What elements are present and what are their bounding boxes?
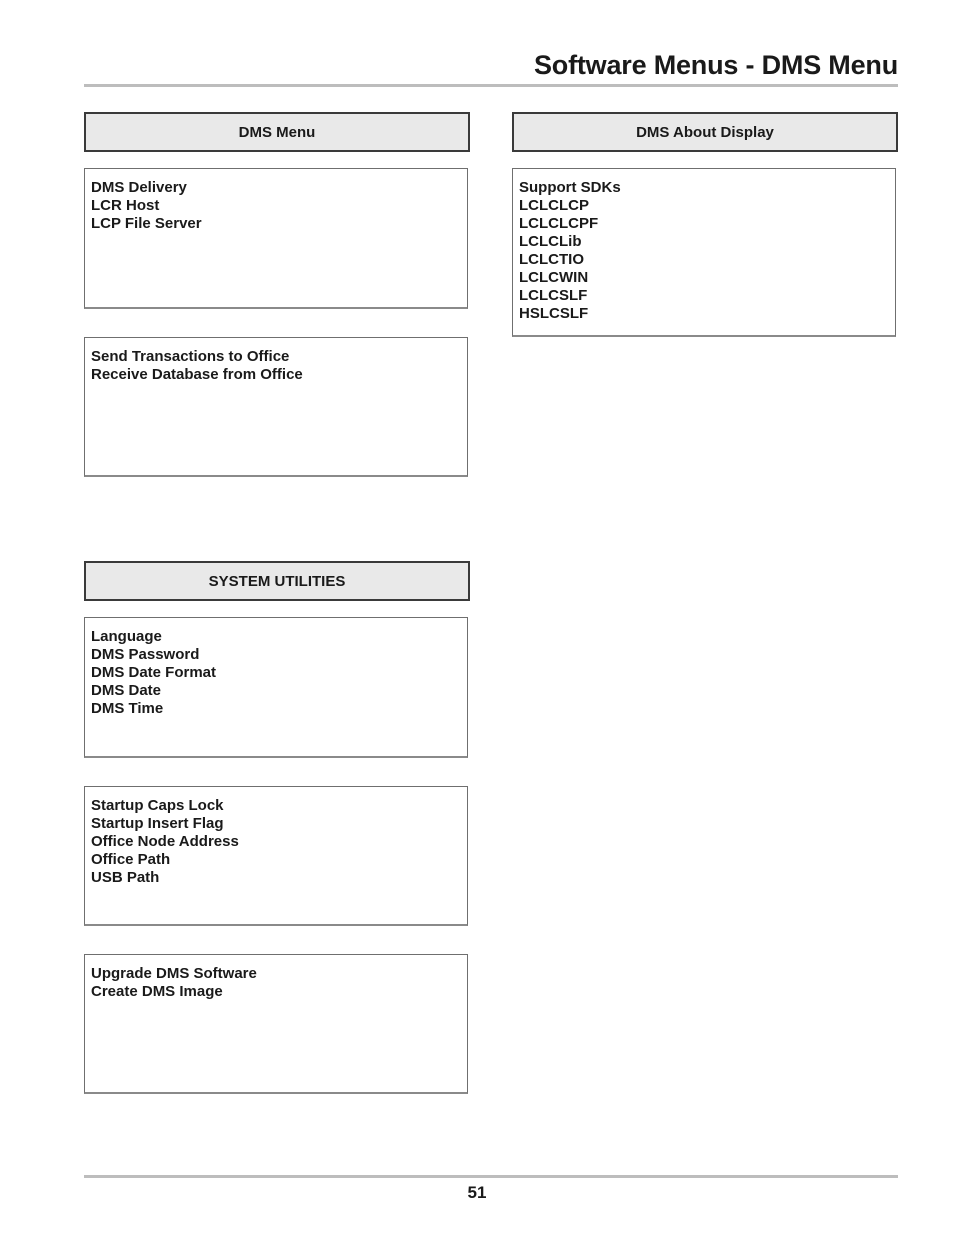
dms-about-list bbox=[512, 168, 896, 337]
about-item-hslcslf: HSLCSLF bbox=[519, 305, 589, 322]
about-item-support-sdks: Support SDKs bbox=[519, 179, 621, 196]
menu-item-lcr-host: LCR Host bbox=[91, 197, 160, 214]
page-number: 51 bbox=[467, 1183, 487, 1202]
about-item-lclctio: LCLCTIO bbox=[519, 251, 584, 268]
dms-menu-group-2 bbox=[84, 337, 468, 477]
system-utilities-group-2 bbox=[84, 786, 468, 926]
utility-item-create-dms-image: Create DMS Image bbox=[91, 983, 223, 1000]
utility-item-language: Language bbox=[91, 628, 162, 645]
about-item-lclclcpf: LCLCLCPF bbox=[519, 215, 599, 232]
utility-item-dms-password: DMS Password bbox=[91, 646, 200, 663]
utility-item-startup-insert-flag: Startup Insert Flag bbox=[91, 815, 224, 832]
about-item-lclclcp: LCLCLCP bbox=[519, 197, 589, 214]
system-utilities-group-3 bbox=[84, 954, 468, 1094]
header-divider bbox=[84, 84, 898, 87]
utility-item-dms-date: DMS Date bbox=[91, 682, 162, 699]
dms-menu-header: DMS Menu bbox=[84, 112, 470, 152]
utility-item-upgrade-dms-software: Upgrade DMS Software bbox=[91, 965, 257, 982]
about-item-lclcslf: LCLCSLF bbox=[519, 287, 588, 304]
menu-item-lcp-file-server: LCP File Server bbox=[91, 215, 202, 232]
menu-item-dms-delivery: DMS Delivery bbox=[91, 179, 187, 196]
utility-item-dms-date-format: DMS Date Format bbox=[91, 664, 217, 681]
page-title: Software Menus - DMS Menu bbox=[533, 50, 898, 80]
utility-item-dms-time: DMS Time bbox=[91, 700, 164, 717]
menu-item-receive-database: Receive Database from Office bbox=[91, 366, 303, 383]
system-utilities-header: SYSTEM UTILITIES bbox=[84, 561, 470, 601]
about-item-lclclib: LCLCLib bbox=[519, 233, 582, 250]
utility-item-usb-path: USB Path bbox=[91, 869, 160, 886]
utility-item-startup-caps-lock: Startup Caps Lock bbox=[91, 797, 224, 814]
menu-item-send-transactions: Send Transactions to Office bbox=[91, 348, 290, 365]
utility-item-office-node-address: Office Node Address bbox=[91, 833, 239, 850]
dms-menu-group-1 bbox=[84, 168, 468, 309]
utility-item-office-path: Office Path bbox=[91, 851, 171, 868]
about-item-lclcwin: LCLCWIN bbox=[519, 269, 589, 286]
system-utilities-group-1 bbox=[84, 617, 468, 758]
footer-divider bbox=[84, 1175, 898, 1178]
dms-about-header: DMS About Display bbox=[512, 112, 898, 152]
